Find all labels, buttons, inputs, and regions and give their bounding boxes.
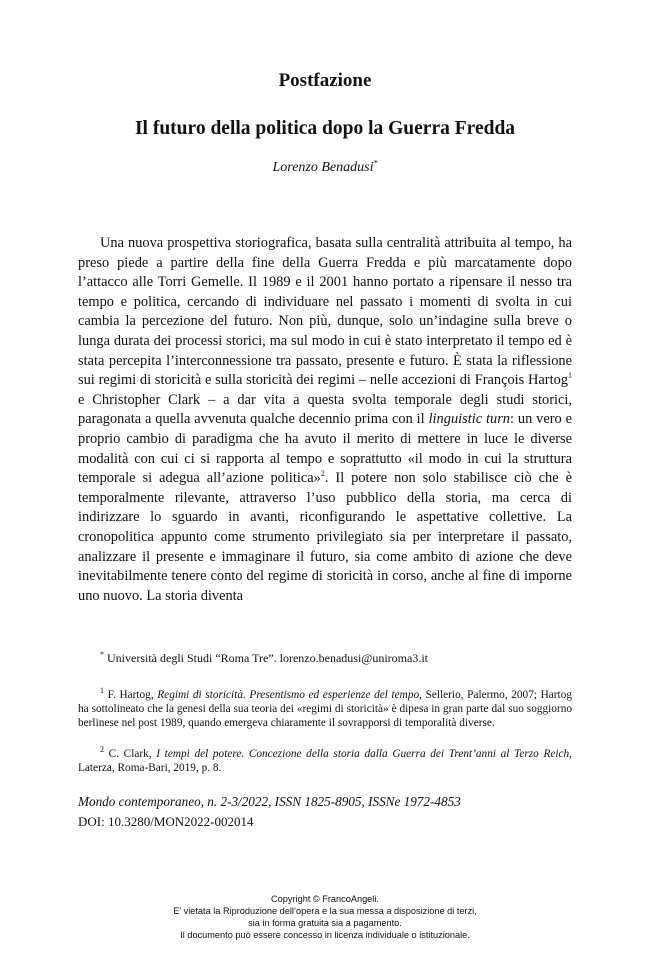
author-note-mark: * <box>373 158 378 168</box>
copyright-line-2: E’ vietata la Riproduzione dell’opera e la sua messa a disposizione di terzi, <box>173 906 477 916</box>
copyright-line-4: Il documento può essere concesso in licenza individuale o istituzionale. <box>180 930 470 940</box>
page-title: Il futuro della politica dopo la Guerra Fredda <box>134 118 516 139</box>
footnote-1 <box>78 688 572 731</box>
footnote-2-text-b: , Laterza, Roma-Bari, 2019, p. 8. <box>78 748 572 775</box>
footnote-2-mark: 2 <box>100 745 104 755</box>
footnote-ref-2: 2 <box>320 469 325 479</box>
copyright-line-1: Copyright © FrancoAngeli. <box>271 894 379 904</box>
copyright-line-3: sia in forma gratuita sia a pagamento. <box>248 918 402 928</box>
body-paragraph <box>78 234 572 606</box>
author-affiliation-text: Università degli Studi “Roma Tre”. lorenzo.benadusi@uniroma3.it <box>104 651 428 665</box>
body-text-1: Una nuova prospettiva storiografica, basata sulla centralità attribuita al tempo, ha preso piede a partire della fine della Guerra Fredda e più marcatamente dopo l’attacco alle Torri Gemelle. Il 1989 e il 2001 hanno portato a ripensare il nesso tra tempo e politica, cercando di individuare nel passato i momenti di svolta in cui cambia la percezione del futuro. Non più, dunque, solo un’indagine sulla breve o lunga durata dei processi storici, ma sul modo in cui è stato interpretato il tempo ed è stata percepita l’interconnessione tra passato, presente e futuro. È stata la riflessione sui regimi di storicità e sulla storicità dei regimi – nelle accezioni di François Hartog <box>78 235 572 389</box>
footnote-2-book-title: I tempi del potere. Concezione della storia dalla Guerra dei Trent’anni al Terzo Reich <box>156 748 570 760</box>
journal-citation: Mondo contemporaneo, n. 2-3/2022, ISSN 1825-8905, ISSNe 1972-4853 <box>78 794 461 809</box>
section-label: Postfazione <box>278 70 372 91</box>
footnote-1-mark: 1 <box>100 686 104 696</box>
body-text-3: : un vero e proprio cambio di paradigma che ha avuto il merito di mettere in luce le diverse modalità con cui ci si rapporta al tempo e soprattutto «il modo in cui la struttura temporale si adegua all’azione politica» <box>78 411 572 487</box>
footnote-2 <box>78 747 572 775</box>
footnote-1-text-a: F. Hartog, <box>104 689 158 701</box>
author-line <box>0 160 650 176</box>
author-note-mark-footnote: * <box>100 650 104 659</box>
copyright-notice <box>0 893 650 941</box>
author-affiliation-note <box>78 651 572 666</box>
footnote-1-text-b: , Sellerio, Palermo, 2007; Hartog ha sottolineato che la genesi della sua teoria dei «regimi di storicità» è dipesa in gran parte dal suo soggiorno berlinese nel post 1989, quando emergeva chiaramente il sovrapporsi di temporalità diverse. <box>78 689 572 730</box>
footnote-ref-1: 1 <box>568 371 572 381</box>
body-italic-term: linguistic turn <box>428 411 510 428</box>
footnote-2-text-a: C. Clark, <box>104 748 157 760</box>
footnote-1-book-title: Regimi di storicità. Presentismo ed esperienze del tempo <box>157 689 420 701</box>
doi-line: DOI: 10.3280/MON2022-002014 <box>78 814 254 829</box>
body-text-4: . Il potere non solo stabilisce ciò che è temporalmente rilevante, attraverso l’uso pubblico della storia, ma cerca di indirizzare lo sguardo in avanti, riconfigurando le aspettative collettive. La cronopolitica appunto come strumento privilegiato sia per interpretare il passato, analizzare il presente e immaginare il futuro, sia come ambito di azione che deve inevitabilmente tenere conto del regime di storicità in corso, anche al fine di imporne uno nuovo. La storia diventa <box>78 470 572 604</box>
body-text-2: e Christopher Clark – a dar vita a questa svolta temporale degli studi storici, paragonata a quella avvenuta qualche decennio prima con il <box>78 391 572 428</box>
author-name: Lorenzo Benadusi <box>272 160 374 175</box>
